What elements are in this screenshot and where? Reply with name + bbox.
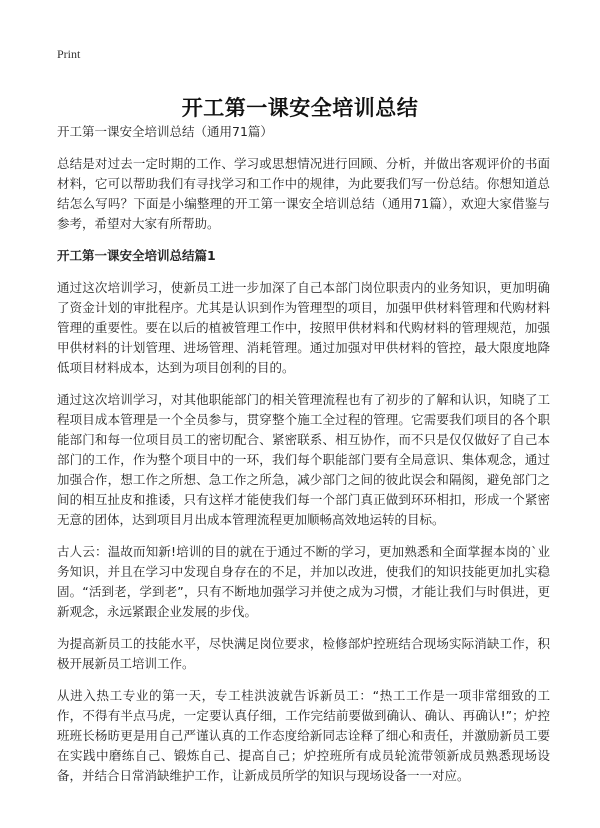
- body-paragraph-3: 古人云：温故而知新!培训的目的就在于通过不断的学习，更加熟悉和全面掌握本岗的`业务知识，并且在学习中发现自身存在的不足，并加以改进，使我们的知识技能更加扎实稳固。“活到老，学到老”，只有不断地加强学习并使之成为习惯，才能让我们与时俱进，更新观念，永远紧跟企业发展的步伐。: [57, 544, 550, 619]
- section-heading: 开工第一课安全培训总结篇1: [57, 248, 216, 263]
- document-title: 开工第一课安全培训总结: [181, 96, 419, 121]
- intro-paragraph: 总结是对过去一定时期的工作、学习或思想情况进行回顾、分析，并做出客观评价的书面材料，它可以帮助我们有寻找学习和工作中的规律，为此要我们写一份总结。你想知道总结怎么写吗？下面是小编整理的开工第一课安全培训总结（通用71篇），欢迎大家借鉴与参考，希望对大家有所帮助。: [57, 156, 550, 231]
- body-paragraph-4: 为提高新员工的技能水平，尽快满足岗位要求，检修部炉控班结合现场实际消缺工作，积极开展新员工培训工作。: [57, 636, 550, 671]
- body-paragraph-5: 从进入热工专业的第一天，专工桂洪波就告诉新员工：“热工工作是一项非常细致的工作，不得有半点马虎，一定要认真仔细，工作完结前要做到确认、确认、再确认!”；炉控班班长杨昉更是用自己严谨认真的工作态度给新同志诠释了细心和责任，并激励新员工要在实践中磨练自己、锻炼自己、提高自己；炉控班所有成员轮流带领新成员熟悉现场设备，并结合日常消缺维护工作，让新成员所学的知识与现场设备一一对应。: [57, 688, 550, 783]
- document-body: [57, 122, 550, 798]
- body-paragraph-1: 通过这次培训学习，使新员工进一步加深了自己本部门岗位职责内的业务知识，更加明确了资金计划的审批程序。尤其是认识到作为管理型的项目，加强甲供材料管理和代购材料管理的重要性。要在以后的植被管理工作中，按照甲供材料和代购材料的管理规范，加强甲供材料的计划管理、进场管理、消耗管理。通过加强对甲供材料的管控，最大限度地降低项目材料成本，达到为项目创利的目的。: [57, 280, 550, 375]
- body-paragraph-2: 通过这次培训学习，对其他职能部门的相关管理流程也有了初步的了解和认识，知晓了工程项目成本管理是一个全员参与，贯穿整个施工全过程的管理。它需要我们项目的各个职能部门和每一位项目员工的密切配合、紧密联系、相互协作，而不只是仅仅做好了自己本部门的工作，作为整个项目中的一环，我们每个职能部门要有全局意识、集体观念，通过加强合作，想工作之所想、急工作之所急，减少部门之间的彼此误会和隔阂，避免部门之间的相互扯皮和推诿，只有这样才能使我们每一个部门真正做到环环相扣，形成一个紧密无意的团体，达到项目月出成本管理流程更加顺畅高效地运转的目标。: [57, 392, 550, 527]
- print-label: Print: [57, 47, 81, 61]
- document-subtitle: 开工第一课安全培训总结（通用71篇）: [57, 124, 273, 139]
